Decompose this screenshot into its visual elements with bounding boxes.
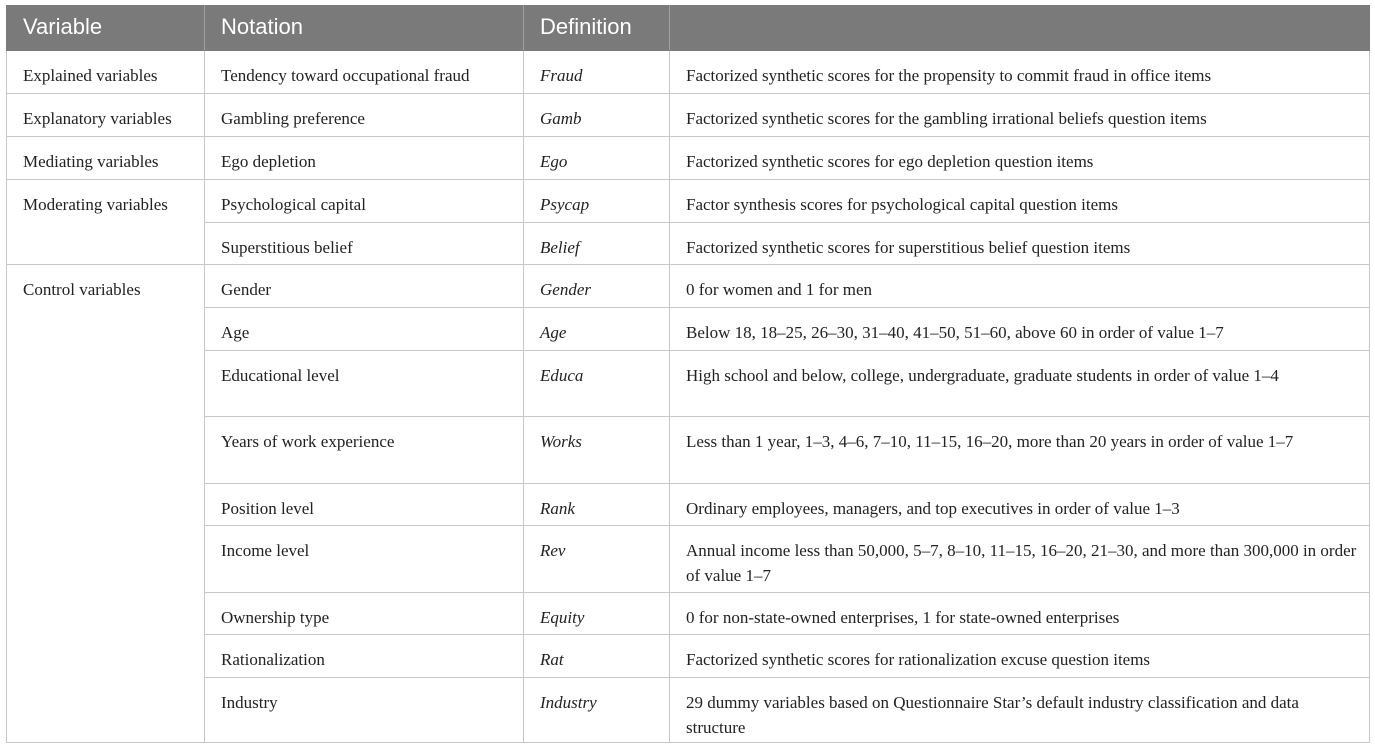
table-row xyxy=(7,179,1370,222)
variable-category xyxy=(7,416,205,483)
header-definition: Definition xyxy=(524,5,670,50)
variable-notation: Ego xyxy=(524,136,670,179)
variable-notation: Psycap xyxy=(524,179,670,222)
header-row xyxy=(7,5,1370,50)
variable-category xyxy=(7,525,205,592)
variable-name: Income level xyxy=(205,525,524,592)
variable-notation: Gender xyxy=(524,264,670,307)
variable-name: Educational level xyxy=(205,350,524,416)
variable-definition: Below 18, 18–25, 26–30, 31–40, 41–50, 51–60, above 60 in order of value 1–7 xyxy=(670,307,1370,350)
variable-category xyxy=(7,592,205,634)
variable-notation: Rank xyxy=(524,483,670,525)
variable-name: Age xyxy=(205,307,524,350)
variable-definition: 29 dummy variables based on Questionnaire Star’s default industry classification and data structure xyxy=(670,677,1370,742)
variable-notation: Rat xyxy=(524,634,670,677)
variable-name: Gambling preference xyxy=(205,93,524,136)
variable-notation: Works xyxy=(524,416,670,483)
variable-definition: Factorized synthetic scores for ego depletion question items xyxy=(670,136,1370,179)
variable-category: Explained variables xyxy=(7,50,205,93)
variable-category: Mediating variables xyxy=(7,136,205,179)
variable-name: Years of work experience xyxy=(205,416,524,483)
table-row xyxy=(7,350,1370,416)
variable-notation: Industry xyxy=(524,677,670,742)
variable-definition: High school and below, college, undergraduate, graduate students in order of value 1–4 xyxy=(670,350,1370,416)
variables-table xyxy=(6,5,1370,743)
variable-definition: Annual income less than 50,000, 5–7, 8–10, 11–15, 16–20, 21–30, and more than 300,000 in order of value 1–7 xyxy=(670,525,1370,592)
variable-category xyxy=(7,350,205,416)
table-row xyxy=(7,677,1370,742)
header-blank xyxy=(670,5,1370,50)
variable-notation: Fraud xyxy=(524,50,670,93)
variable-name: Position level xyxy=(205,483,524,525)
variable-definition: 0 for women and 1 for men xyxy=(670,264,1370,307)
variable-notation: Educa xyxy=(524,350,670,416)
variable-name: Rationalization xyxy=(205,634,524,677)
variable-notation: Rev xyxy=(524,525,670,592)
table-row xyxy=(7,483,1370,525)
variable-definition: Factorized synthetic scores for rationalization excuse question items xyxy=(670,634,1370,677)
variable-definition: Less than 1 year, 1–3, 4–6, 7–10, 11–15, 16–20, more than 20 years in order of value 1–7 xyxy=(670,416,1370,483)
variable-definition: 0 for non-state-owned enterprises, 1 for state-owned enterprises xyxy=(670,592,1370,634)
variable-category xyxy=(7,483,205,525)
header-notation: Notation xyxy=(205,5,524,50)
variable-definition: Factor synthesis scores for psychological capital question items xyxy=(670,179,1370,222)
table-row xyxy=(7,264,1370,307)
table-row xyxy=(7,93,1370,136)
table-row xyxy=(7,50,1370,93)
variable-notation: Age xyxy=(524,307,670,350)
variable-name: Ownership type xyxy=(205,592,524,634)
table-row xyxy=(7,307,1370,350)
variable-definition: Factorized synthetic scores for superstitious belief question items xyxy=(670,222,1370,264)
variable-definition: Ordinary employees, managers, and top executives in order of value 1–3 xyxy=(670,483,1370,525)
variable-category xyxy=(7,677,205,742)
variable-name: Gender xyxy=(205,264,524,307)
table-row xyxy=(7,592,1370,634)
variable-definition: Factorized synthetic scores for the gambling irrational beliefs question items xyxy=(670,93,1370,136)
variable-category: Control variables xyxy=(7,264,205,307)
variable-category xyxy=(7,222,205,264)
variable-name: Superstitious belief xyxy=(205,222,524,264)
variable-notation: Gamb xyxy=(524,93,670,136)
header-variable: Variable xyxy=(7,5,205,50)
variable-category xyxy=(7,634,205,677)
variable-name: Industry xyxy=(205,677,524,742)
variable-name: Tendency toward occupational fraud xyxy=(205,50,524,93)
variable-name: Psychological capital xyxy=(205,179,524,222)
table-row xyxy=(7,136,1370,179)
variable-category: Explanatory variables xyxy=(7,93,205,136)
variable-definition: Factorized synthetic scores for the propensity to commit fraud in office items xyxy=(670,50,1370,93)
table-row xyxy=(7,525,1370,592)
table-row xyxy=(7,222,1370,264)
variable-category: Moderating variables xyxy=(7,179,205,222)
table-row xyxy=(7,416,1370,483)
variable-name: Ego depletion xyxy=(205,136,524,179)
variable-notation: Equity xyxy=(524,592,670,634)
table-row xyxy=(7,634,1370,677)
variable-category xyxy=(7,307,205,350)
variable-notation: Belief xyxy=(524,222,670,264)
